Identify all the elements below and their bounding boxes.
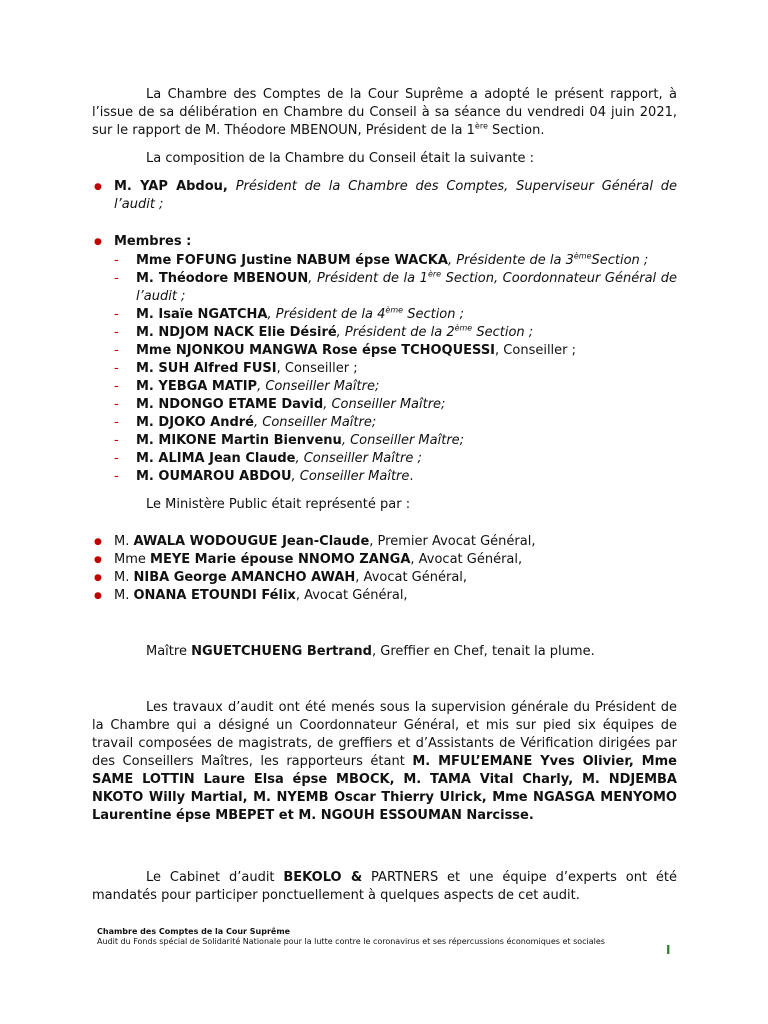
ministere-item: ● M. NIBA George AMANCHO AWAH, Avocat Général, [92, 569, 677, 587]
member-item: - M. Isaïe NGATCHA, Président de la 4ème Section ; [114, 306, 677, 324]
member-item: - M. SUH Alfred FUSI, Conseiller ; [114, 360, 677, 378]
members-section [92, 233, 677, 486]
ministere-intro: Le Ministère Public était représenté par : [146, 497, 411, 512]
member-item: - M. DJOKO André, Conseiller Maître; [114, 414, 677, 432]
member-item: - M. NDONGO ETAME David, Conseiller Maître; [114, 396, 677, 414]
page-footer [97, 927, 607, 947]
ministere-list [92, 533, 677, 605]
member-item: - M. ALIMA Jean Claude, Conseiller Maître ; [114, 450, 677, 468]
travaux-paragraph: Les travaux d’audit ont été menés sous la supervision générale du Président de la Chambre qui a désigné un Coordonnateur Général, et mis sur pied six équipes de travail composées de magistrats, de greffiers et d’Assistants de Vérification dirigées par des Conseillers Maîtres, les rapporteurs étant M. MFUL’EMANE Yves Olivier, Mme SAME LOTTIN Laure Elsa épse MBOCK, M. TAMA Vital Charly, M. NDJEMBA NKOTO Willy Martial, M. NYEMB Oscar Thierry Ulrick, Mme NGASGA MENYOMO Laurentine épse MBEPET et M. NGOUH ESSOUMAN Narcisse. [92, 700, 677, 823]
report-body [92, 86, 677, 905]
composition-intro: La composition de la Chambre du Conseil était la suivante : [146, 151, 534, 166]
ministere-item: ● M. ONANA ETOUNDI Félix, Avocat Général, [92, 587, 677, 605]
page-number-mark: I [666, 943, 671, 957]
member-item: - M. Théodore MBENOUN, Président de la 1ère Section, Coordonnateur Général de l’audit ; [114, 270, 677, 306]
member-item: - Mme FOFUNG Justine NABUM épse WACKA, Présidente de la 3èmeSection ; [114, 252, 677, 270]
member-item: - Mme NJONKOU MANGWA Rose épse TCHOQUESSI, Conseiller ; [114, 342, 677, 360]
president-list [92, 178, 677, 214]
member-item: - M. YEBGA MATIP, Conseiller Maître; [114, 378, 677, 396]
cabinet-paragraph: Le Cabinet d’audit BEKOLO & PARTNERS et une équipe d’experts ont été mandatés pour participer ponctuellement à quelques aspects de cet audit. [92, 870, 677, 903]
footer-report-title: Audit du Fonds spécial de Solidarité Nationale pour la lutte contre le coronavirus et ses répercussions économiques et sociales [97, 937, 605, 946]
members-item [92, 233, 677, 486]
president-item: ● M. YAP Abdou, Président de la Chambre des Comptes, Superviseur Général de l’audit ; [92, 178, 677, 214]
greffier-paragraph: Maître NGUETCHUENG Bertrand, Greffier en Chef, tenait la plume. [146, 644, 595, 659]
ministere-item: ● Mme MEYE Marie épouse NNOMO ZANGA, Avocat Général, [92, 551, 677, 569]
member-item: - M. OUMAROU ABDOU, Conseiller Maître. [114, 468, 677, 486]
member-item: - M. NDJOM NACK Elie Désiré, Président de la 2ème Section ; [114, 324, 677, 342]
member-item: - M. MIKONE Martin Bienvenu, Conseiller Maître; [114, 432, 677, 450]
members-label: Membres : [114, 234, 192, 249]
members-list [114, 252, 677, 486]
ministere-item: ● M. AWALA WODOUGUE Jean-Claude, Premier Avocat Général, [92, 533, 677, 551]
adoption-paragraph: La Chambre des Comptes de la Cour Suprême a adopté le présent rapport, à l’issue de sa délibération en Chambre du Conseil à sa séance du vendredi 04 juin 2021, sur le rapport de M. Théodore MBENOUN, Président de la 1ère Section. [92, 87, 677, 138]
footer-institution: Chambre des Comptes de la Cour Suprême [97, 927, 291, 936]
